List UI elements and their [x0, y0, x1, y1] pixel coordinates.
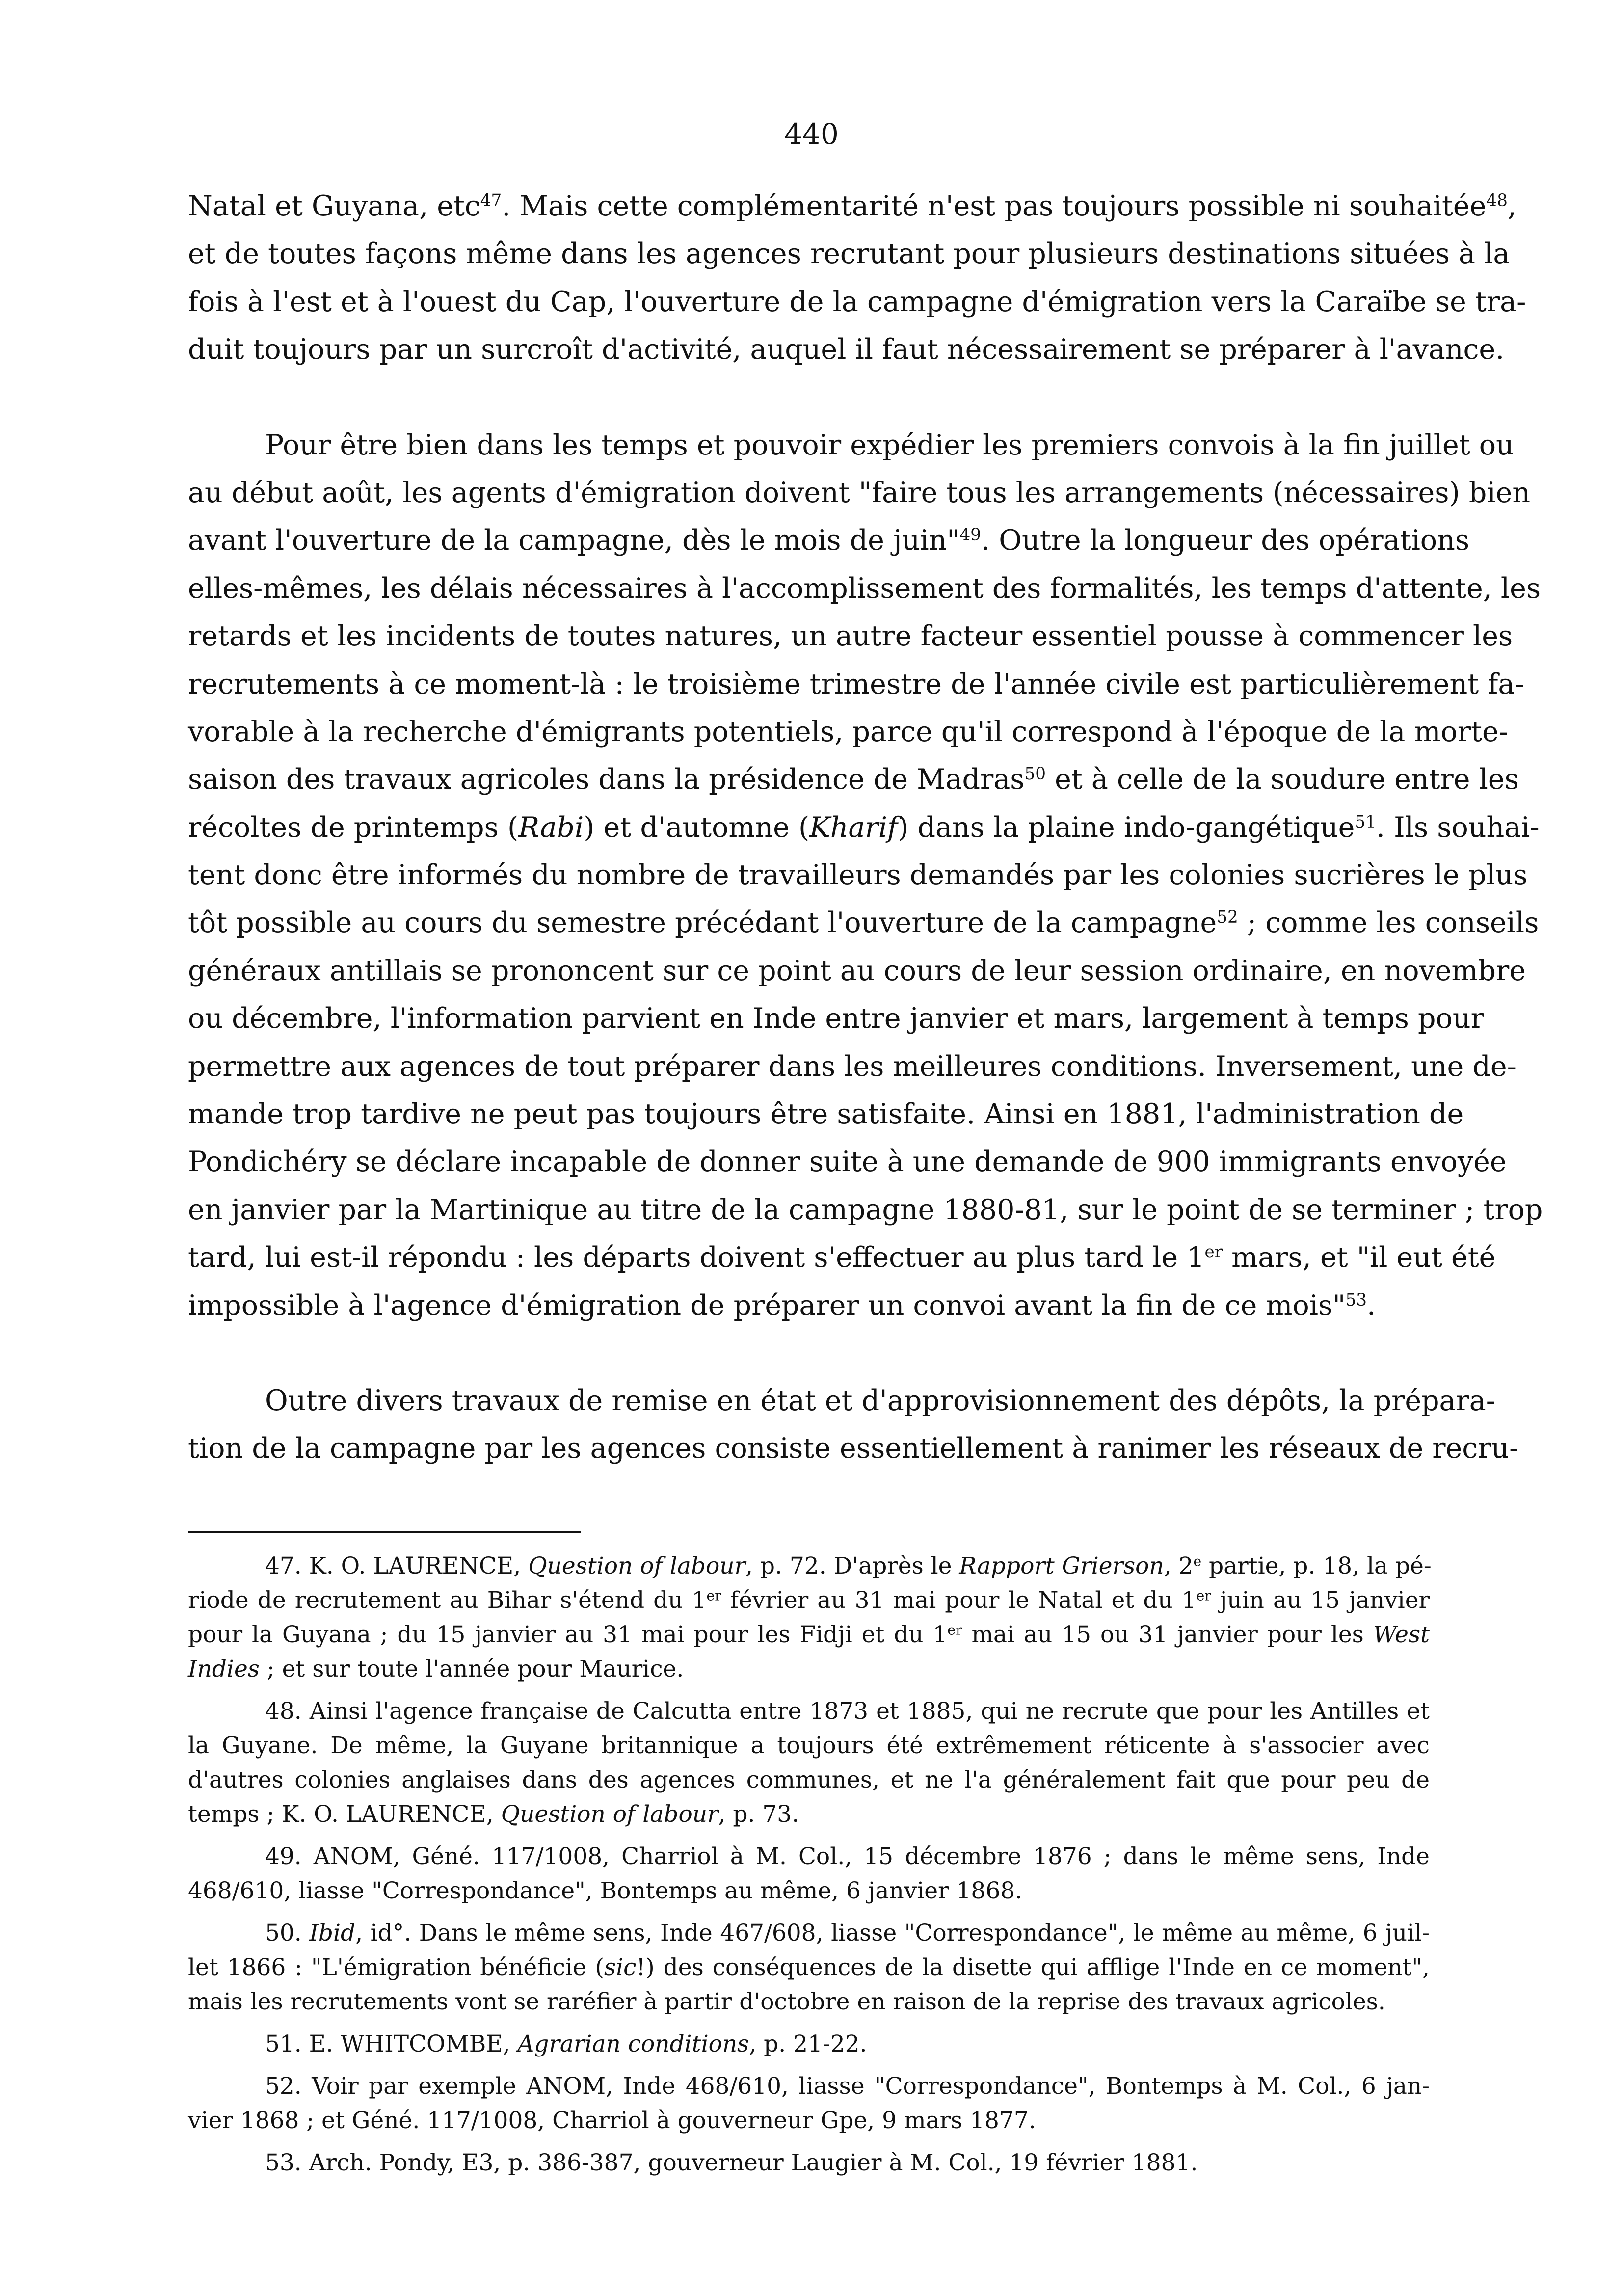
footnotes: [188, 1549, 1430, 2180]
text-line: tent donc être informés du nombre de travailleurs demandés par les colonies sucrières le plus: [188, 859, 1528, 892]
footnote-47: 47. K. O. LAURENCE, Question of labour, p. 72. D'après le Rapport Grierson, 2e partie, p. 18, la pé- riode de recrutement au Bihar s'étend du 1er février au 31 mai pour le Natal et du 1er juin au 15 janvier pour la Guyana ; du 15 janvier au 31 mai pour les Fidji et du 1er mai au 15 ou 31 janvier pour les West Indies ; et sur toute l'année pour Maurice.: [188, 1552, 1432, 1682]
footnote-48: 48. Ainsi l'agence française de Calcutta entre 1873 et 1885, qui ne recrute que pour les Antilles et la Guyane. De même, la Guyane britannique a toujours été extrêmement réticente à s'associer avec d'autres colonies anglaises dans des agences communes, et ne l'a généralement fait que pour peu de temps ; K. O. LAURENCE, Question of labour, p. 73.: [188, 1698, 1430, 1828]
paragraph-1: [188, 183, 1526, 374]
text-line: duit toujours par un surcroît d'activité, auquel il faut nécessairement se préparer à l'avance.: [188, 333, 1505, 366]
text-line: avant l'ouverture de la campagne, dès le mois de juin"$^{49}$. Outre la longueur des opérations: [188, 524, 1470, 557]
text-line: ou décembre, l'information parvient en Inde entre janvier et mars, largement à temps pour: [188, 1002, 1484, 1035]
footnote-50: 50. Ibid, id°. Dans le même sens, Inde 467/608, liasse "Correspondance", le même au même, 6 juil- let 1866 : "L'émigration bénéficie (sic!) des conséquences de la disette qui afflige l'Inde en ce moment", mais les recrutements vont se raréfier à partir d'octobre en raison de la reprise des travaux agricoles.: [188, 1920, 1430, 2015]
footnote-ref-49[interactable]: 49: [959, 525, 982, 545]
text-line: permettre aux agences de tout préparer dans les meilleures conditions. Inversement, une de-: [188, 1050, 1517, 1083]
text-line: Outre divers travaux de remise en état et d'approvisionnement des dépôts, la prépara-: [265, 1384, 1496, 1417]
footnote-separator: [188, 1531, 581, 1533]
footnote-ref-47[interactable]: 47: [480, 191, 502, 211]
text-line: et de toutes façons même dans les agences recrutant pour plusieurs destinations situées à la: [188, 238, 1510, 270]
page-number: 440: [784, 117, 839, 151]
footnote-52: 52. Voir par exemple ANOM, Inde 468/610, liasse "Correspondance", Bontemps à M. Col., 6 jan- vier 1868 ; et Géné. 117/1008, Charriol à gouverneur Gpe, 9 mars 1877.: [188, 2073, 1430, 2134]
text-line: tôt possible au cours du semestre précédant l'ouverture de la campagne$^{52}$ ; comme les conseils: [188, 907, 1539, 939]
footnote-ref-52[interactable]: 52: [1217, 908, 1238, 928]
text-line: mande trop tardive ne peut pas toujours être satisfaite. Ainsi en 1881, l'administration de: [188, 1098, 1464, 1131]
text-line: recrutements à ce moment-là : le troisième trimestre de l'année civile est particulièrement fa-: [188, 667, 1524, 700]
footnote-ref-48[interactable]: 48: [1486, 191, 1508, 211]
text-line: tion de la campagne par les agences consiste essentiellement à ranimer les réseaux de recru-: [188, 1432, 1519, 1465]
text-line: généraux antillais se prononcent sur ce point au cours de leur session ordinaire, en novembre: [188, 954, 1526, 987]
text-line: Natal et Guyana, etc$^{47}$. Mais cette complémentarité n'est pas toujours possible ni souhaitée$^{48}$,: [188, 190, 1517, 222]
footnote-53: 53. Arch. Pondy, E3, p. 386-387, gouverneur Laugier à M. Col., 19 février 1881.: [265, 2149, 1198, 2176]
footnote-49: 49. ANOM, Géné. 117/1008, Charriol à M. Col., 15 décembre 1876 ; dans le même sens, Inde 468/610, liasse "Correspondance", Bontemps au même, 6 janvier 1868.: [188, 1843, 1430, 1904]
text-line: retards et les incidents de toutes natures, un autre facteur essentiel pousse à commencer les: [188, 620, 1513, 653]
text-line: récoltes de printemps (Rabi) et d'automne (Kharif) dans la plaine indo-gangétique$^{51}$. Ils souhai-: [188, 811, 1540, 844]
footnote-51: 51. E. WHITCOMBE, Agrarian conditions, p. 21-22.: [265, 2030, 867, 2057]
text-line: vorable à la recherche d'émigrants potentiels, parce qu'il correspond à l'époque de la morte-: [188, 715, 1508, 748]
footnote-ref-53[interactable]: 53: [1345, 1290, 1367, 1310]
text-line: fois à l'est et à l'ouest du Cap, l'ouverture de la campagne d'émigration vers la Caraïbe se tra-: [188, 285, 1526, 318]
footnote-ref-51[interactable]: 51: [1355, 812, 1376, 832]
body-text: [188, 183, 1543, 1473]
text-line: en janvier par la Martinique au titre de la campagne 1880-81, sur le point de se terminer ; trop: [188, 1193, 1543, 1226]
text-line: Pondichéry se déclare incapable de donner suite à une demande de 900 immigrants envoyée: [188, 1146, 1507, 1178]
text-line: tard, lui est-il répondu : les départs doivent s'effectuer au plus tard le 1er mars, et "il eut été: [188, 1241, 1496, 1274]
text-line: au début août, les agents d'émigration doivent "faire tous les arrangements (nécessaires) bien: [188, 476, 1531, 509]
footnote-ref-50[interactable]: 50: [1024, 764, 1046, 784]
paragraph-3: [188, 1377, 1519, 1473]
text-line: Pour être bien dans les temps et pouvoir expédier les premiers convois à la fin juillet ou: [265, 428, 1514, 461]
text-line: impossible à l'agence d'émigration de préparer un convoi avant la fin de ce mois"$^{53}$.: [188, 1289, 1376, 1322]
text-line: saison des travaux agricoles dans la présidence de Madras$^{50}$ et à celle de la soudure entre les: [188, 763, 1519, 796]
paragraph-2: [188, 422, 1543, 1330]
text-line: elles-mêmes, les délais nécessaires à l'accomplissement des formalités, les temps d'attente, les: [188, 572, 1541, 605]
